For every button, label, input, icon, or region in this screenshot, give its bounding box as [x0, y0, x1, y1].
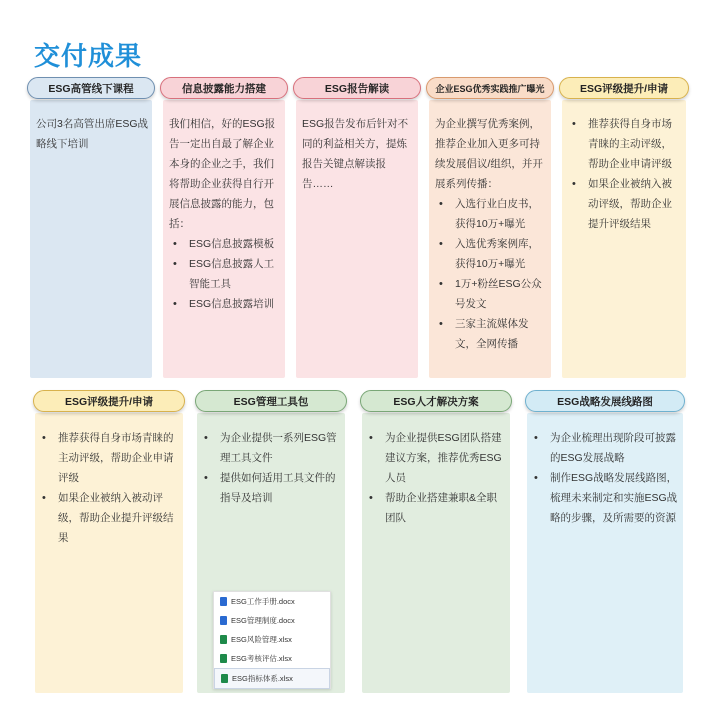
- card-text-report-interpretation: [302, 114, 414, 194]
- card-text-rating-improvement-1: [568, 114, 682, 234]
- list-item: • 入选优秀案例库，获得10万+曝光: [435, 234, 549, 274]
- list-item: • ESG信息披露人工智能工具: [169, 254, 281, 294]
- pill-rating-improvement-2: ESG评级提升/申请: [33, 390, 185, 412]
- pill-talent-solution: ESG人才解决方案: [360, 390, 512, 412]
- paragraph: ESG报告发布后针对不同的利益相关方，提炼报告关键点解读报告……: [302, 118, 409, 190]
- file-name: ESG管理制度.docx: [231, 616, 295, 625]
- list-item: • 入选行业白皮书，获得10万+曝光: [435, 194, 549, 234]
- file-item[interactable]: [214, 611, 330, 630]
- file-name: ESG风险管理.xlsx: [231, 635, 292, 644]
- card-text-esg-exec-course: [36, 114, 148, 154]
- file-item[interactable]: [214, 649, 330, 668]
- file-list-preview: [213, 591, 331, 689]
- pill-management-toolkit: ESG管理工具包: [195, 390, 347, 412]
- bullet-list: [530, 428, 678, 528]
- pill-rating-improvement-1: ESG评级提升/申请: [559, 77, 689, 99]
- card-text-best-practice-promotion: [435, 114, 549, 354]
- pill-disclosure-capability: 信息披露能力搭建: [160, 77, 288, 99]
- pill-best-practice-promotion: 企业ESG优秀实践推广曝光: [426, 77, 554, 99]
- pill-strategy-roadmap: ESG战略发展线路图: [525, 390, 685, 412]
- file-item[interactable]: [214, 630, 330, 649]
- card-text-rating-improvement-2: [38, 428, 178, 548]
- bullet-list: [365, 428, 505, 528]
- file-name: ESG工作手册.docx: [231, 597, 295, 606]
- list-item: • 推荐获得自身市场青睐的主动评级，帮助企业申请评级: [38, 428, 178, 488]
- list-item: • 制作ESG战略发展线路图，梳理未来制定和实施ESG战略的步骤，及所需要的资源: [530, 468, 678, 528]
- bullet-list: [568, 114, 682, 234]
- excel-file-icon: [221, 674, 228, 683]
- paragraph: 公司3名高管出席ESG战略线下培训: [36, 118, 149, 150]
- file-item[interactable]: [214, 668, 330, 689]
- excel-file-icon: [220, 635, 227, 644]
- list-item: • ESG信息披露模板: [169, 234, 281, 254]
- bullet-list: [435, 194, 549, 354]
- file-name: ESG考核评估.xlsx: [231, 654, 292, 663]
- list-item: • 为企业梳理出现阶段可披露的ESG发展战略: [530, 428, 678, 468]
- card-text-disclosure-capability: [169, 114, 281, 314]
- pill-report-interpretation: ESG报告解读: [293, 77, 421, 99]
- page-title: 交付成果: [34, 41, 143, 71]
- list-item: • 如果企业被纳入被动评级，帮助企业提升评级结果: [568, 174, 682, 234]
- excel-file-icon: [220, 654, 227, 663]
- card-text-strategy-roadmap: [530, 428, 678, 528]
- list-item: • 三家主流媒体发文，全网传播: [435, 314, 549, 354]
- bullet-list: [200, 428, 340, 508]
- pill-esg-exec-course: ESG高管线下课程: [27, 77, 155, 99]
- list-item: • 帮助企业搭建兼职&全职团队: [365, 488, 505, 528]
- list-item: • 提供如何适用工具文件的指导及培训: [200, 468, 340, 508]
- word-file-icon: [220, 616, 227, 625]
- card-text-management-toolkit: [200, 428, 340, 508]
- list-item: • 如果企业被纳入被动评级，帮助企业提升评级结果: [38, 488, 178, 548]
- card-text-talent-solution: [365, 428, 505, 528]
- file-item[interactable]: [214, 592, 330, 611]
- paragraph: 我们相信，好的ESG报告一定出自最了解企业本身的企业之手，我们将帮助企业获得自行开展信息披露的能力，包括：: [169, 118, 276, 230]
- bullet-list: [169, 234, 281, 314]
- bullet-list: [38, 428, 178, 548]
- word-file-icon: [220, 597, 227, 606]
- list-item: • 推荐获得自身市场青睐的主动评级，帮助企业申请评级: [568, 114, 682, 174]
- list-item: • 1万+粉丝ESG公众号发文: [435, 274, 549, 314]
- list-item: • 为企业提供ESG团队搭建建议方案，推荐优秀ESG人员: [365, 428, 505, 488]
- list-item: • 为企业提供一系列ESG管理工具文件: [200, 428, 340, 468]
- paragraph: 为企业撰写优秀案例，推荐企业加入更多可持续发展倡议/组织，并开展系列传播：: [435, 118, 543, 190]
- list-item: • ESG信息披露培训: [169, 294, 281, 314]
- file-name: ESG指标体系.xlsx: [232, 674, 293, 683]
